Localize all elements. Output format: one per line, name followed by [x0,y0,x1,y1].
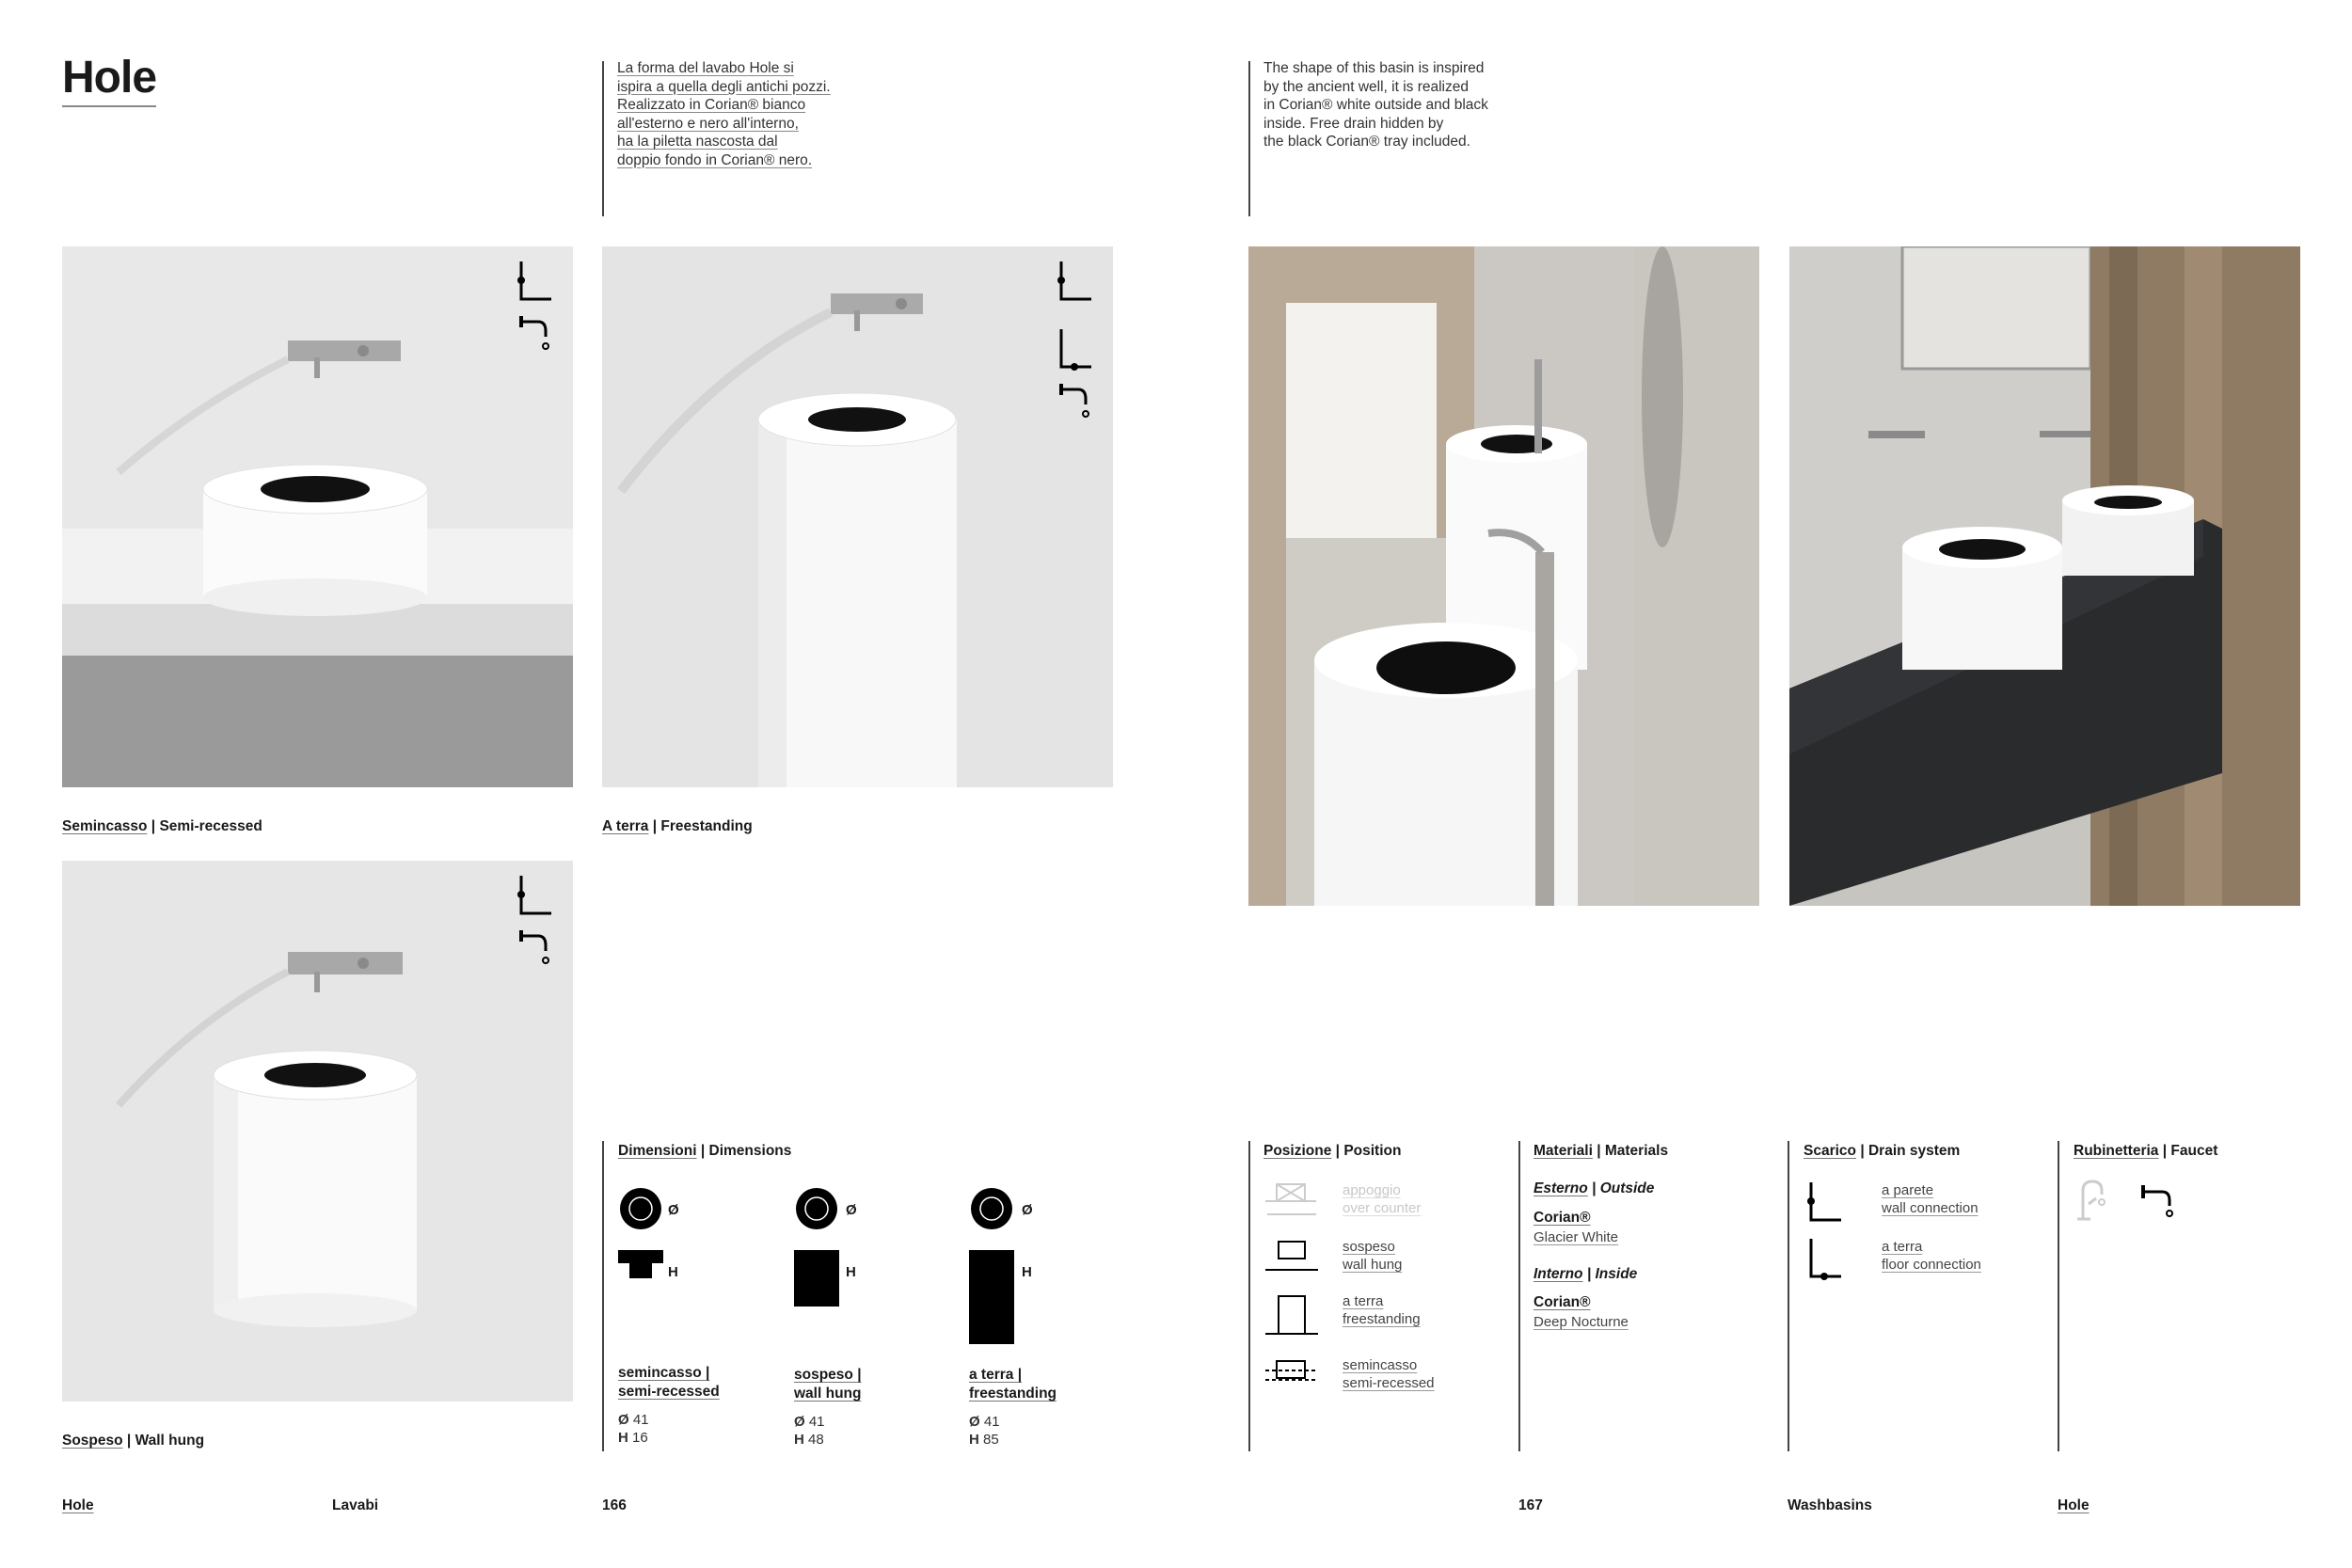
dimension-values [618,1411,649,1447]
position-label-line: semi-recessed [1343,1375,1435,1391]
desc-it-line: ispira a quella degli antichi pozzi. [617,78,831,95]
outside-en: Outside [1599,1180,1655,1196]
height-label: H [618,1430,628,1446]
position-label-line: a terra [1343,1293,1384,1309]
desc-it-line: doppio fondo in Corian® nero. [617,151,813,168]
dimension-values [969,1413,1000,1449]
dimension-values [794,1413,825,1449]
position-label-over-counter [1343,1181,1421,1217]
caption-it: Sospeso [62,1433,123,1449]
position-label-line: freestanding [1343,1311,1421,1327]
wall-drain-icon [514,872,555,985]
position-label-line: appoggio [1343,1182,1401,1198]
footer-page-number-right: 167 [1518,1497,1543,1513]
desc-it-line: Realizzato in Corian® bianco [617,97,806,113]
heading-it: Posizione [1263,1143,1332,1159]
heading-en: Position [1343,1143,1402,1159]
height-label: H [969,1432,979,1448]
semi-recessed-dimension-icon [618,1188,693,1320]
dimension-name-line: a terra | [969,1367,1023,1383]
inside-en: Inside [1595,1266,1638,1282]
heading-sep: | [1335,1143,1341,1159]
diameter-value: 41 [632,1412,649,1428]
faucet-rule [2058,1141,2059,1451]
position-label-line: sospeso [1343,1239,1395,1255]
photo-semi-recessed [62,246,573,787]
desc-en-line: by the ancient well, it is realized [1263,78,1469,95]
position-rule [1248,1141,1250,1451]
title-underline [62,105,156,107]
dimension-name-line: sospeso | [794,1367,862,1383]
dimension-name [794,1366,862,1403]
dimension-name-line: semincasso | [618,1365,710,1381]
caption-en: Freestanding [660,818,753,834]
dimension-name [618,1364,720,1402]
drain-label-wall [1882,1181,1979,1217]
caption-it: A terra [602,818,649,834]
position-label-wall-hung [1343,1238,1402,1274]
desc-it-line: ha la piletta nascosta dal [617,134,778,150]
caption-sep: | [126,1433,132,1449]
inside-color: Deep Nocturne [1534,1314,1629,1330]
over-counter-icon [1263,1180,1320,1218]
dimension-name-line: freestanding [969,1386,1057,1402]
height-label: H [794,1432,804,1448]
heading-it: Materiali [1534,1143,1593,1159]
drain-label-floor [1882,1238,1981,1274]
heading-sep: | [700,1143,706,1159]
height-symbol: H [1022,1264,1032,1280]
caption-sep: | [652,818,658,834]
drain-icons [1054,258,1095,432]
outside-color: Glacier White [1534,1229,1619,1245]
footer-product-name-left: Hole [62,1497,94,1513]
wall-faucet-icon [2139,1183,2181,1221]
heading-en: Drain system [1867,1143,1961,1159]
height-value: 85 [983,1432,999,1448]
diameter-symbol: Ø [668,1202,679,1218]
drain-label-line: a parete [1882,1182,1934,1198]
dimension-name [969,1366,1057,1403]
desc-en-line: in Corian® white outside and black [1263,97,1488,113]
wall-drain-icon [514,258,555,371]
inside-sep: | [1586,1266,1592,1282]
desc-en-line: the black Corian® tray included. [1263,134,1470,150]
heading-en: Materials [1604,1143,1669,1159]
diameter-label: Ø [618,1412,629,1428]
outside-brand: Corian® [1534,1210,1591,1226]
heading-sep: | [2162,1143,2168,1159]
heading-it: Rubinetteria [2074,1143,2159,1159]
position-heading [1263,1143,1401,1160]
desc-en-line: inside. Free drain hidden by [1263,115,1444,132]
desc-it-line: all'esterno e nero all'interno, [617,115,799,132]
description-italian [617,59,831,169]
caption-it: Semincasso [62,818,148,834]
position-label-freestanding [1343,1292,1421,1328]
footer-section-left: Lavabi [332,1497,379,1513]
freestanding-dimension-icon [969,1188,1044,1348]
drain-rule [1788,1141,1789,1451]
heading-en: Faucet [2170,1143,2218,1159]
caption-sep: | [151,818,156,834]
drain-label-line: a terra [1882,1239,1923,1255]
heading-it: Scarico [1804,1143,1857,1159]
height-value: 48 [808,1432,824,1448]
floor-drain-icon [1804,1235,1851,1280]
freestanding-icon [1263,1292,1320,1338]
diameter-label: Ø [969,1414,980,1430]
description-english [1263,59,1488,151]
diameter-symbol: Ø [846,1202,857,1218]
footer-product-name-right: Hole [2058,1497,2090,1513]
footer-section-right: Washbasins [1788,1497,1872,1513]
diameter-label: Ø [794,1414,805,1430]
heading-sep: | [1597,1143,1601,1159]
materials-heading [1534,1143,1668,1160]
caption-wall-hung [62,1433,204,1449]
wall-hung-dimension-icon [794,1188,869,1320]
wall-hung-icon [1263,1238,1320,1275]
materials-outside-heading [1534,1180,1654,1197]
photo-bathroom-counter [1789,246,2300,906]
faucet-heading [2074,1143,2217,1160]
page-title: Hole [62,53,157,103]
caption-en: Wall hung [135,1433,205,1449]
desc-it-rule [602,61,604,216]
semi-recessed-icon [1263,1357,1320,1395]
desc-en-line: The shape of this basin is inspired [1263,60,1485,76]
materials-inside-heading [1534,1266,1637,1283]
caption-semi-recessed [62,818,262,835]
height-value: 16 [632,1430,648,1446]
photo-wall-hung [62,861,573,1402]
diameter-value: 41 [808,1414,825,1430]
caption-freestanding [602,818,753,835]
diameter-symbol: Ø [1022,1202,1033,1218]
heading-en: Dimensions [708,1143,792,1159]
position-label-line: semincasso [1343,1357,1418,1373]
desc-en-rule [1248,61,1250,216]
drain-label-line: wall connection [1882,1200,1979,1216]
height-symbol: H [668,1264,678,1280]
height-symbol: H [846,1264,856,1280]
position-label-semi-recessed [1343,1356,1435,1392]
diameter-value: 41 [983,1414,1000,1430]
inside-brand: Corian® [1534,1294,1591,1310]
photo-bathroom-freestanding [1248,246,1759,906]
caption-en: Semi-recessed [159,818,262,834]
position-label-line: wall hung [1343,1257,1403,1273]
dimension-name-line: semi-recessed [618,1384,720,1400]
drain-label-line: floor connection [1882,1257,1981,1273]
outside-sep: | [1592,1180,1597,1196]
footer-page-number-left: 166 [602,1497,627,1513]
desc-it-line: La forma del lavabo Hole si [617,60,794,76]
dimensions-heading [618,1143,791,1160]
heading-it: Dimensioni [618,1143,697,1159]
photo-freestanding [602,246,1113,787]
heading-sep: | [1860,1143,1865,1159]
outside-it: Esterno [1534,1180,1588,1196]
deck-faucet-icon [2074,1176,2121,1223]
dimensions-rule [602,1141,604,1451]
drain-heading [1804,1143,1960,1160]
wall-drain-icon [1804,1179,1851,1224]
dimension-name-line: wall hung [794,1386,862,1402]
position-label-line: over counter [1343,1200,1422,1216]
materials-rule [1518,1141,1520,1451]
inside-it: Interno [1534,1266,1583,1282]
